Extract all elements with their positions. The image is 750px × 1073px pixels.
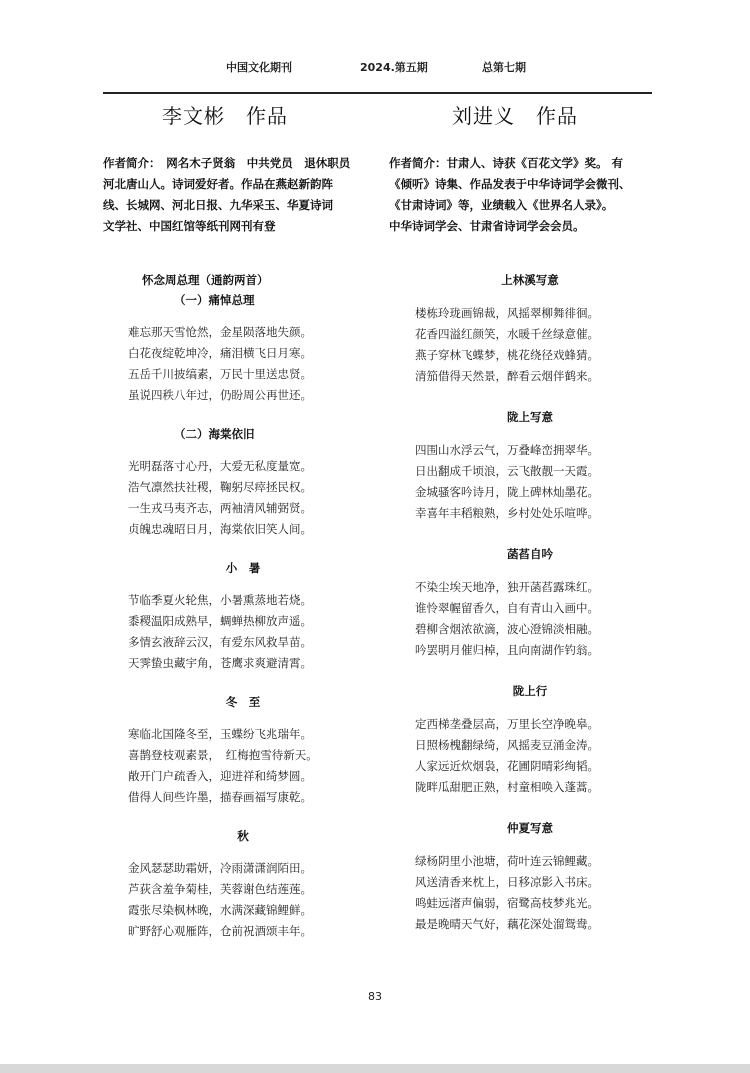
poem-line: 清笳借得天然景，醉看云烟伴鹤来。: [415, 369, 599, 383]
right-author-title: 刘进义 作品: [452, 104, 578, 128]
poem-title: 菡萏自吟: [507, 547, 553, 561]
left-author-title: 李文彬 作品: [162, 104, 288, 128]
poem-line: 黍稷温阳成熟早，蜩蝉热柳放声遥。: [128, 614, 312, 628]
intro-line: 线、长城网、河北日报、九华采玉、华夏诗词: [103, 198, 333, 212]
poem-title: 冬 至: [225, 695, 261, 709]
intro-line: 作者简介： 网名木子贤翁 中共党员 退休职员: [103, 156, 351, 170]
poem-line: 难忘那天雪怆然，金星陨落地失颜。: [128, 325, 312, 339]
poem: [415, 818, 645, 935]
poem-line: 日出翻成千顷浪，云飞散靓一天霞。: [415, 464, 599, 478]
poem-title: 上林溪写意: [501, 273, 559, 287]
right-author-intro: [389, 153, 659, 237]
intro-line: 《甘肃诗词》等，业绩载入《世界名人录》。: [389, 198, 614, 212]
intro-line: 文学社、中国红馆等纸刊网刊有登: [103, 219, 276, 233]
left-author-intro: [103, 153, 368, 237]
poem: [415, 681, 645, 798]
poem-line: 贞魄忠魂昭日月，海棠依旧笑人间。: [128, 522, 312, 536]
poem-line: 日照杨槐翻绿绮，风摇麦豆涌金涛。: [415, 738, 599, 752]
poem-line: 虽说四秩八年过，仍盼周公再世还。: [128, 388, 312, 402]
poem-line: 鸣蛙远渚声偏弱，宿鹭高枝梦兆光。: [415, 896, 599, 910]
poem: [128, 558, 358, 674]
left-poem-column: [128, 270, 358, 942]
poem-line: 白花夜绽乾坤冷，痛泪横飞日月寒。: [128, 346, 312, 360]
total-issue-label: 总第七期: [482, 61, 526, 74]
poem-line: 一生戎马夷齐志，两袖清风辅弼贤。: [128, 501, 312, 515]
poem-title: 陇上写意: [507, 410, 553, 424]
right-poem-column: [415, 270, 645, 935]
poem: [128, 270, 358, 406]
poem-line: 天霁蛰虫藏宇角，苍鹰求爽避清霄。: [128, 656, 312, 670]
poem-line: 金城骚客吟诗月，陇上碑林灿墨花。: [415, 485, 599, 499]
poem-line: 花香四溢红颜笑，水暖千丝绿意催。: [415, 327, 599, 341]
poem-line: 楼栋玲珑画锦裁，风摇翠柳舞徘徊。: [415, 306, 599, 320]
poem-title: 仲夏写意: [507, 821, 553, 835]
poem-title: 怀念周总理（通韵两首）: [142, 273, 269, 287]
poem-line: 绿杨阴里小池塘，荷叶连云锦鲤藏。: [415, 854, 599, 868]
poem: [128, 692, 358, 808]
poem-line: 金风瑟瑟助霜妍，冷雨潇潇润陌田。: [128, 861, 312, 875]
poem-line: 芦荻含羞争菊桂，芙蓉谢色结莲莲。: [128, 882, 312, 896]
poem-line: 四围山水浮云气，万叠峰峦拥翠华。: [415, 443, 599, 457]
poem-line: 燕子穿林飞蝶梦，桃花绕径戏蜂猜。: [415, 348, 599, 362]
poem: [128, 826, 358, 942]
poem-line: 吟罢明月催归棹，且向南湖作钓翁。: [415, 643, 599, 657]
poem-line: 多情玄液辞云汉，有爱东风救旱苗。: [128, 635, 312, 649]
poem-title: 秋: [237, 829, 249, 843]
right-title-rule: [387, 92, 652, 94]
poem: [415, 270, 645, 387]
poem-line: 碧柳含烟浓欲滴，波心澄锦淡相融。: [415, 622, 599, 636]
poem: [415, 544, 645, 661]
poem-line: 幸喜年丰稻粮熟，乡村处处乐喧哗。: [415, 506, 599, 520]
poem-title: （二）海棠依旧: [174, 427, 255, 441]
page-number: 83: [368, 990, 382, 1003]
poem-line: 敞开门户疏香入，迎进祥和绮梦圆。: [128, 769, 312, 783]
poem-line: 人家远近炊烟袅，花圃阴晴彩绚韬。: [415, 759, 599, 773]
poem-title: 小 暑: [225, 561, 261, 575]
poem-line: 陇畔瓜甜肥正熟，村童相唤入蓬蒿。: [415, 780, 599, 794]
journal-name: 中国文化期刊: [226, 61, 292, 74]
poem-line: 谁怜翠幄留香久，自有青山入画中。: [415, 601, 599, 615]
poem-subtitle: （一）痛悼总理: [174, 293, 255, 307]
poem-line: 最是晚晴天气好，藕花深处溜鸳鸯。: [415, 917, 599, 931]
intro-line: 作者简介：甘肃人、诗获《百花文学》奖。 有: [389, 156, 624, 170]
issue-label: 2024.第五期: [360, 61, 428, 74]
poem: [415, 407, 645, 524]
poem-line: 五岳千川披缟素，万民十里送忠贤。: [128, 367, 312, 381]
poem-line: 喜鹊登枝观素景， 红梅抱雪待新天。: [128, 748, 318, 762]
poem-title: 陇上行: [512, 684, 548, 698]
poem-line: 旷野舒心观雁阵，仓前祝酒颂丰年。: [128, 924, 312, 938]
poem: [128, 424, 358, 540]
poem-line: 霞张尽染枫林晚，水满深藏锦鲤鲜。: [128, 903, 312, 917]
intro-line: 中华诗词学会、甘肃省诗词学会会员。: [389, 219, 585, 233]
poem-line: 寒临北国隆冬至，玉蝶纷飞兆瑞年。: [128, 727, 312, 741]
poem-line: 光明磊落寸心丹，大爱无私度量宽。: [128, 459, 312, 473]
poem-line: 定西梯垄叠层高，万里长空净晚皋。: [415, 717, 599, 731]
poem-line: 不染尘埃天地净，独开菡萏露珠红。: [415, 580, 599, 594]
poem-line: 浩气凛然扶社稷，鞠躬尽瘁拯民权。: [128, 480, 312, 494]
left-title-rule: [103, 92, 388, 94]
poem-line: 借得人间些许墨，描春画福写康乾。: [128, 790, 312, 804]
poem-line: 风送清香来枕上，日移凉影入书床。: [415, 875, 599, 889]
intro-line: 《倾听》诗集、作品发表于中华诗词学会微刊、: [389, 177, 631, 191]
intro-line: 河北唐山人。诗词爱好者。作品在燕赵新韵阵: [103, 177, 333, 191]
poem-line: 节临季夏火轮焦，小暑熏蒸地若烧。: [128, 593, 312, 607]
